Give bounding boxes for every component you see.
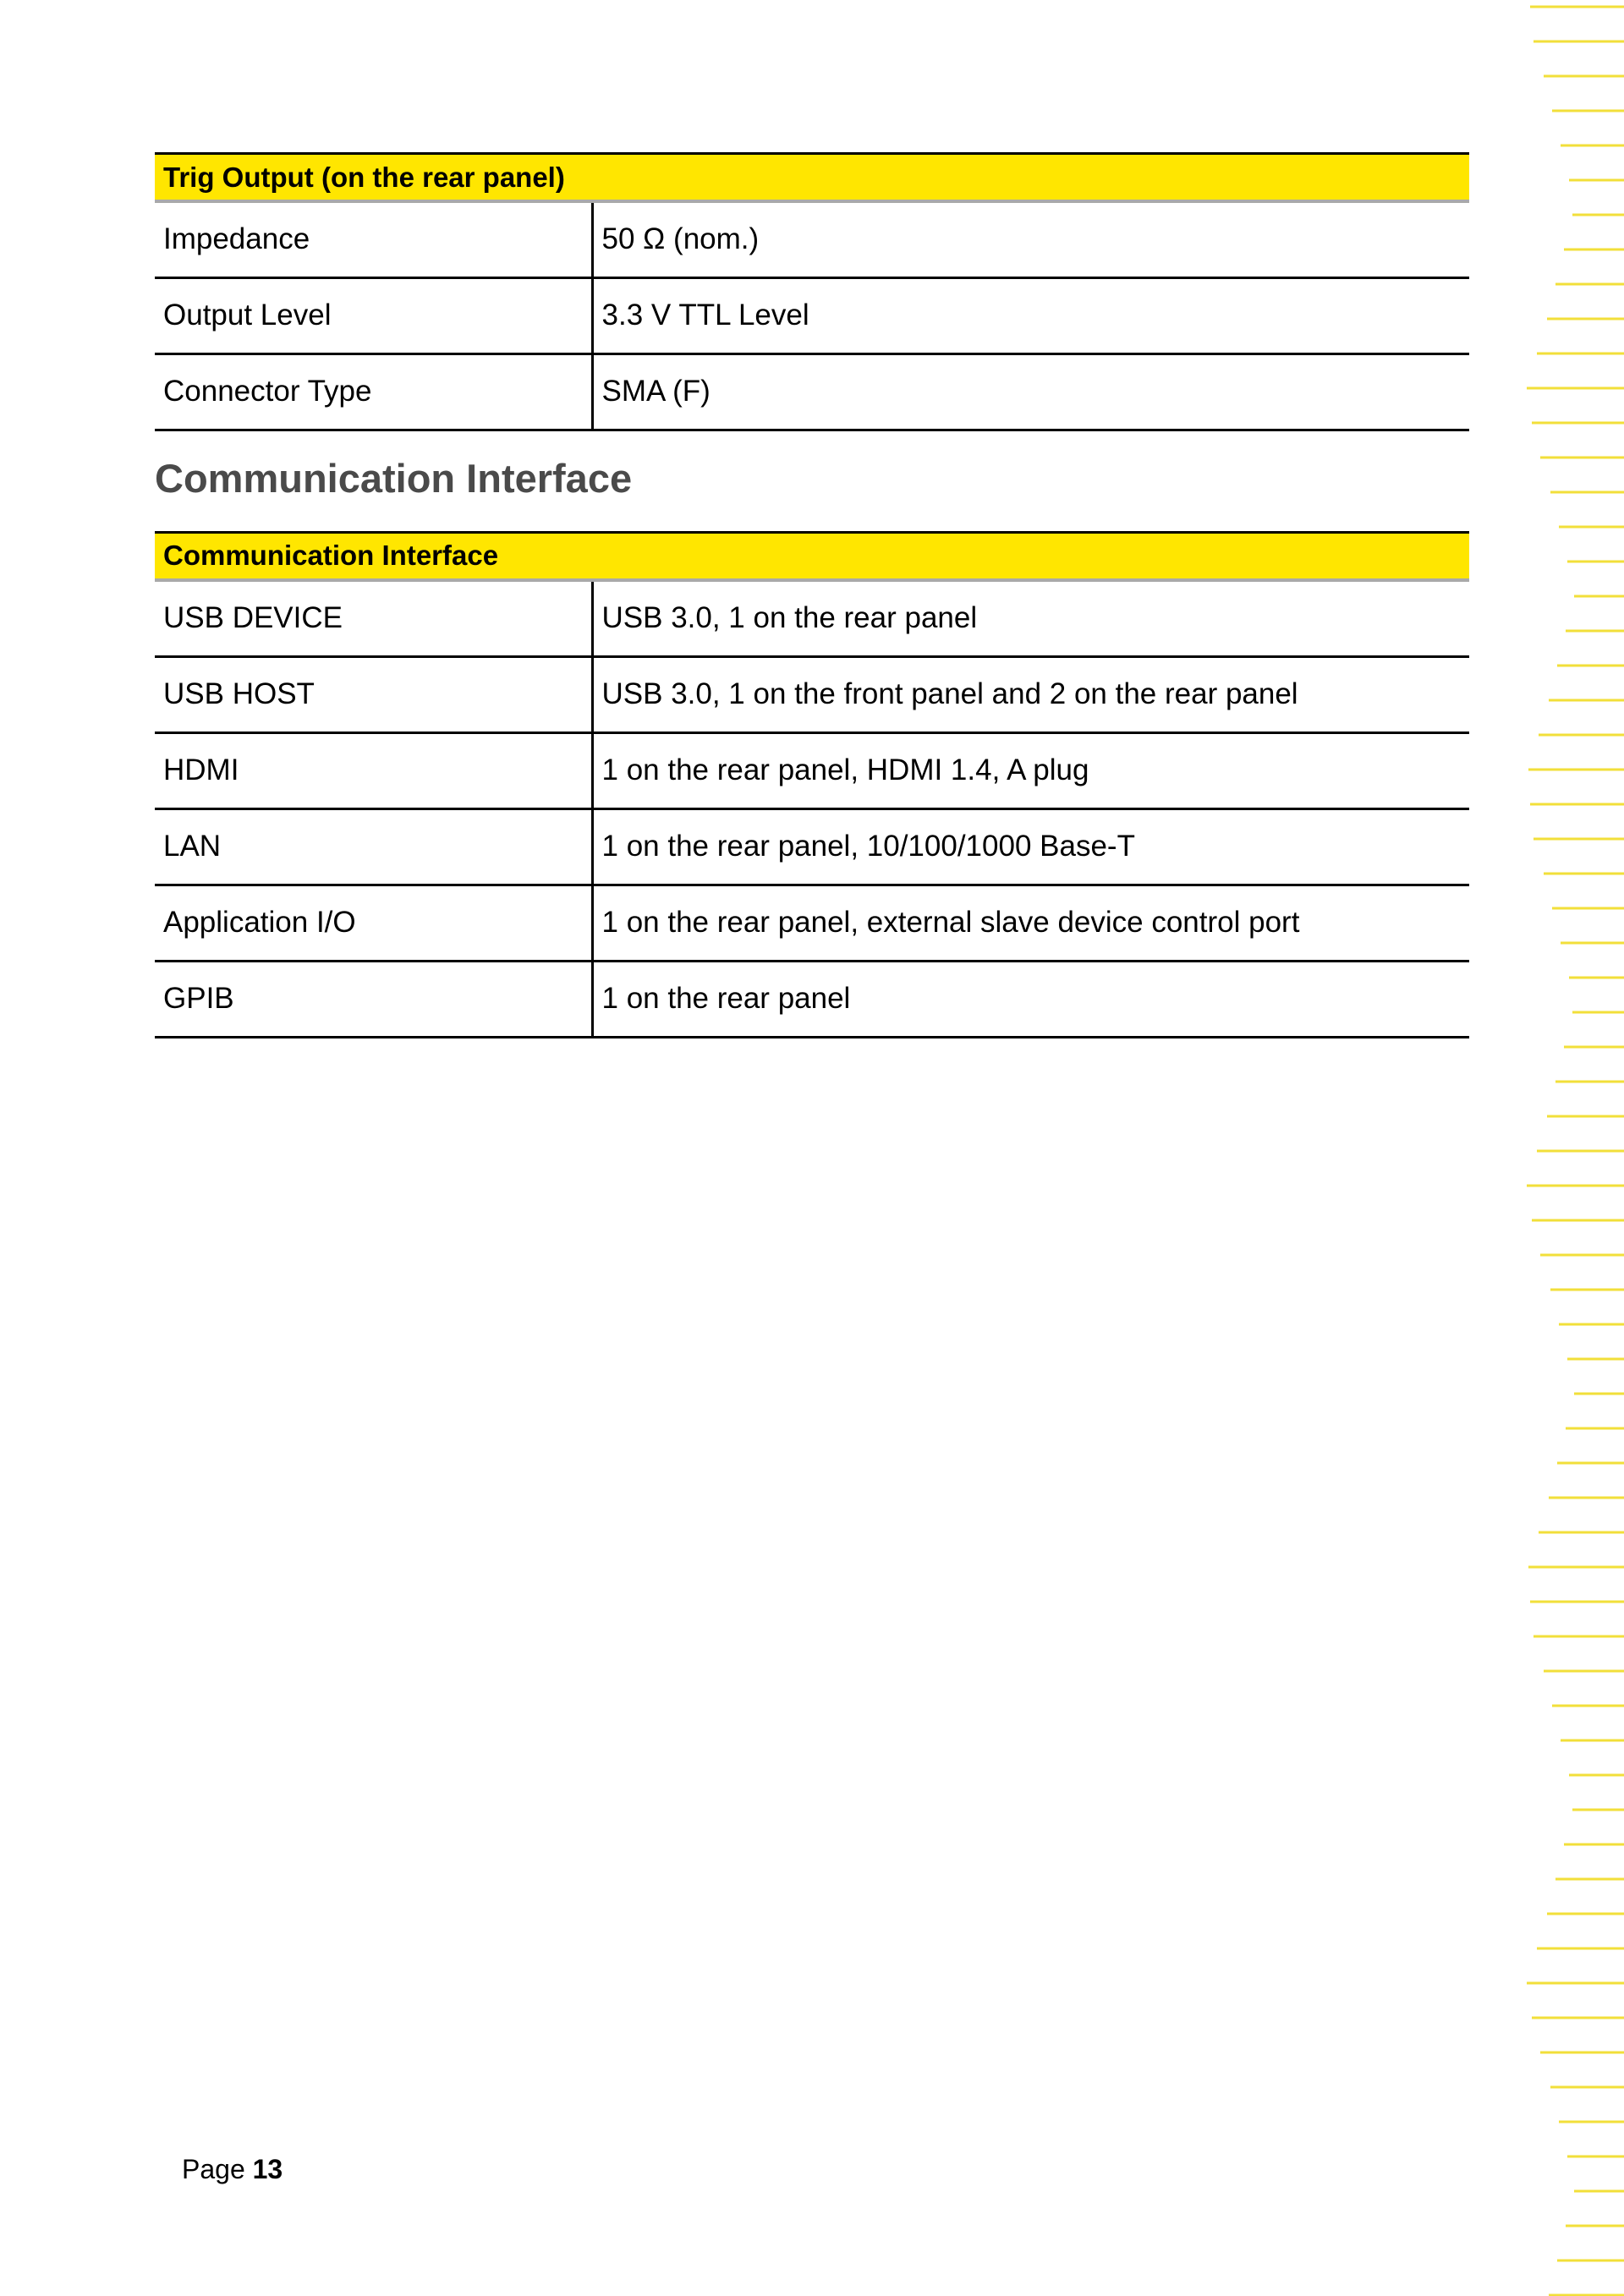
page-number: 13 <box>252 2154 283 2184</box>
spec-value: USB 3.0, 1 on the rear panel <box>592 580 1469 657</box>
spec-value: 1 on the rear panel, 10/100/1000 Base-T <box>592 808 1469 885</box>
table-row <box>155 885 1469 961</box>
spec-key: Connector Type <box>155 354 592 430</box>
trig-output-table-header: Trig Output (on the rear panel) <box>155 154 1469 202</box>
spec-key: GPIB <box>155 961 592 1037</box>
table-row <box>155 732 1469 808</box>
table-row <box>155 961 1469 1037</box>
page-content <box>155 152 1469 1038</box>
spec-value: 1 on the rear panel, HDMI 1.4, A plug <box>592 732 1469 808</box>
section-title: Communication Interface <box>155 456 633 501</box>
spec-value: SMA (F) <box>592 354 1469 430</box>
spec-key: Impedance <box>155 201 592 278</box>
table-row <box>155 201 1469 278</box>
spec-key: Output Level <box>155 278 592 354</box>
table-header-row <box>155 532 1469 580</box>
right-edge-stripe-pattern <box>1527 0 1624 2296</box>
communication-interface-table <box>155 531 1469 1038</box>
page-number-footer <box>182 2154 283 2185</box>
table-row <box>155 354 1469 430</box>
spec-value: 50 Ω (nom.) <box>592 201 1469 278</box>
spec-key: HDMI <box>155 732 592 808</box>
spec-key: Application I/O <box>155 885 592 961</box>
table-row <box>155 580 1469 657</box>
spec-value: 1 on the rear panel <box>592 961 1469 1037</box>
spec-key: LAN <box>155 808 592 885</box>
table-row <box>155 278 1469 354</box>
trig-output-table <box>155 152 1469 431</box>
table-header-row <box>155 154 1469 202</box>
communication-interface-table-header: Communication Interface <box>155 532 1469 580</box>
spec-value: 3.3 V TTL Level <box>592 278 1469 354</box>
spec-value: 1 on the rear panel, external slave device control port <box>592 885 1469 961</box>
table-row <box>155 808 1469 885</box>
page-label: Page <box>182 2154 245 2184</box>
spec-key: USB HOST <box>155 656 592 732</box>
spec-key: USB DEVICE <box>155 580 592 657</box>
table-row <box>155 656 1469 732</box>
spec-value: USB 3.0, 1 on the front panel and 2 on the rear panel <box>592 656 1469 732</box>
stripe-pattern-graphic <box>1527 0 1624 2296</box>
